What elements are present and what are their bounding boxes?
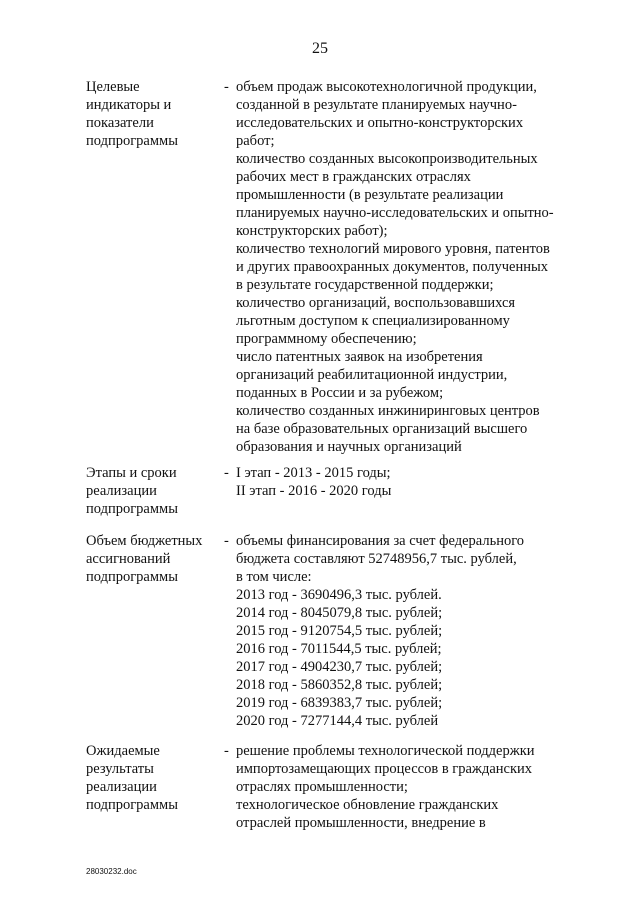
content-line: исследовательских и опытно-конструкторских [236,115,524,131]
label-line: подпрограммы [86,501,178,517]
content-line: на базе образовательных организаций высшего [236,421,528,437]
section-label [86,532,216,586]
dash: - [224,465,229,481]
label-line: Целевые [86,79,140,95]
content-line: объем продаж высокотехнологичной продукции, [236,79,537,95]
section-label [86,742,216,814]
content-line: количество созданных инжиниринговых центров [236,403,540,419]
label-line: подпрограммы [86,797,178,813]
label-line: результаты [86,761,154,777]
content-line: объемы финансирования за счет федерального [236,533,525,549]
content-line: бюджета составляют 52748956,7 тыс. рублей, [236,551,517,567]
content-line: льготным доступом к специализированному [236,313,510,329]
label-line: показатели [86,115,154,131]
label-line: Ожидаемые [86,743,160,759]
content-line: II этап - 2016 - 2020 годы [236,483,392,499]
content-line: рабочих мест в гражданских отраслях [236,169,471,185]
document-filename: 28030232.doc [86,867,137,876]
section-content [236,78,606,456]
content-line: организаций реабилитационной индустрии, [236,367,508,383]
content-line: поданных в России и за рубежом; [236,385,444,401]
label-line: подпрограммы [86,133,178,149]
content-line: 2013 год - 3690496,3 тыс. рублей. [236,587,442,603]
label-line: ассигнований [86,551,171,567]
content-line: 2020 год - 7277144,4 тыс. рублей [236,713,439,729]
content-line: отраслей промышленности, внедрение в [236,815,486,831]
content-line: импортозамещающих процессов в гражданских [236,761,533,777]
content-line: программному обеспечению; [236,331,417,347]
content-line: 2014 год - 8045079,8 тыс. рублей; [236,605,443,621]
content-line: количество созданных высокопроизводительных [236,151,538,167]
content-line: число патентных заявок на изобретения [236,349,483,365]
section-content [236,532,606,730]
section-label [86,78,216,150]
content-line: конструкторских работ); [236,223,388,239]
content-line: промышленности (в результате реализации [236,187,504,203]
section-label [86,464,216,518]
dash: - [224,533,229,549]
label-line: реализации [86,483,157,499]
content-line: 2017 год - 4904230,7 тыс. рублей; [236,659,443,675]
label-line: подпрограммы [86,569,178,585]
content-line: работ; [236,133,275,149]
content-line: в результате государственной поддержки; [236,277,494,293]
content-line: отраслях промышленности; [236,779,408,795]
content-line: созданной в результате планируемых научно- [236,97,517,113]
label-line: реализации [86,779,157,795]
label-line: индикаторы и [86,97,172,113]
content-line: количество организаций, воспользовавшихся [236,295,516,311]
content-line: образования и научных организаций [236,439,462,455]
section-content [236,742,606,832]
content-line: в том числе: [236,569,312,585]
dash: - [224,743,229,759]
content-line: 2019 год - 6839383,7 тыс. рублей; [236,695,443,711]
content-line: 2015 год - 9120754,5 тыс. рублей; [236,623,443,639]
label-line: Объем бюджетных [86,533,203,549]
content-line: и других правоохранных документов, полученных [236,259,548,275]
content-line: количество технологий мирового уровня, патентов [236,241,550,257]
content-line: технологическое обновление гражданских [236,797,499,813]
dash: - [224,79,229,95]
content-line: I этап - 2013 - 2015 годы; [236,465,391,481]
label-line: Этапы и сроки [86,465,177,481]
section-content [236,464,606,500]
content-line: 2016 год - 7011544,5 тыс. рублей; [236,641,442,657]
content-line: планируемых научно-исследовательских и опытно- [236,205,554,221]
page-number: 25 [312,40,328,57]
content-line: 2018 год - 5860352,8 тыс. рублей; [236,677,443,693]
content-line: решение проблемы технологической поддержки [236,743,535,759]
